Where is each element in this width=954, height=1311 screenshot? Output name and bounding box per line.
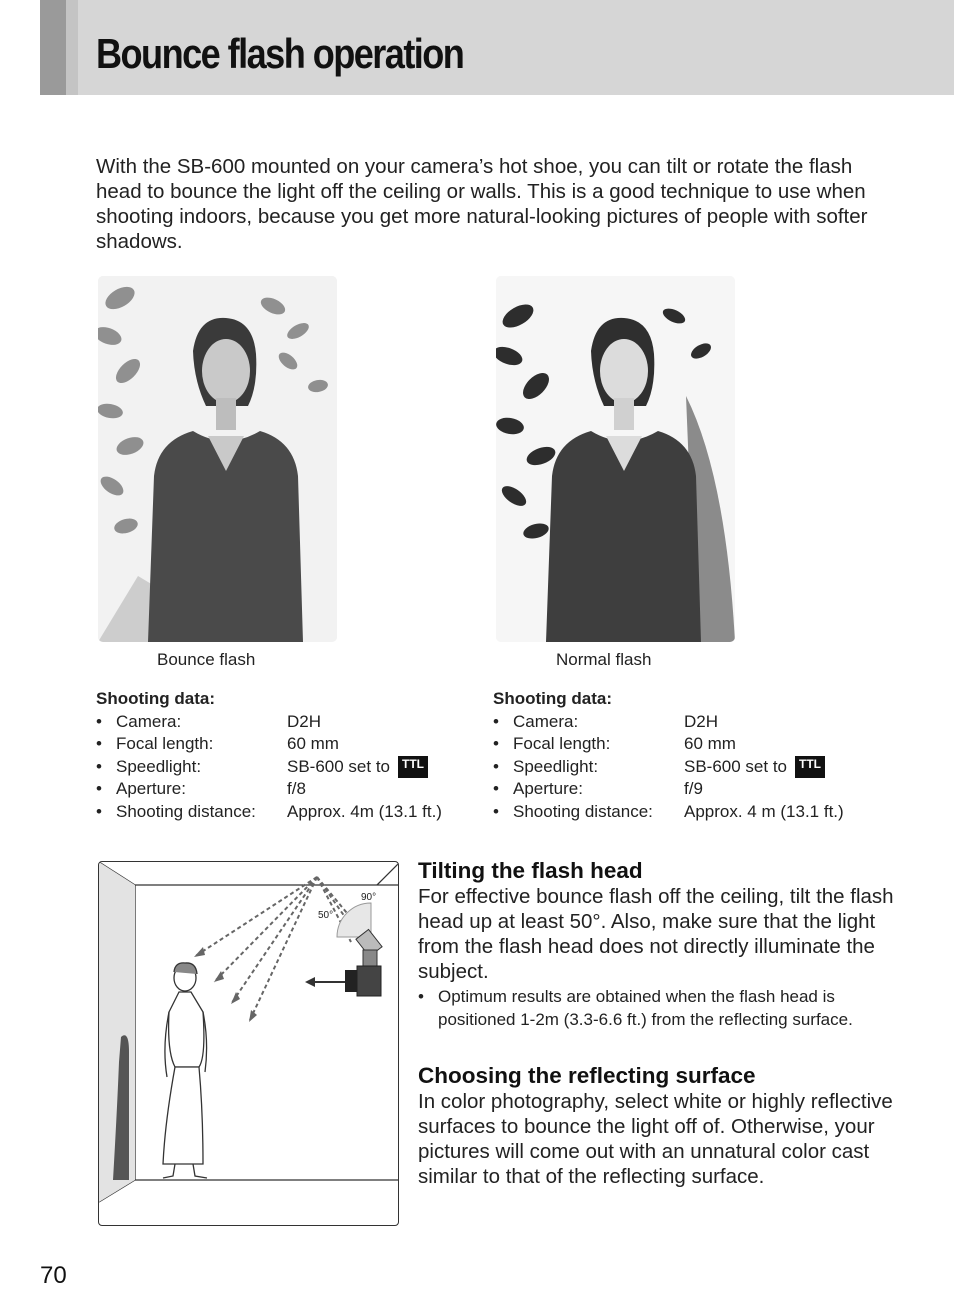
angle-low-label: 50° <box>318 910 334 921</box>
shooting-data-heading: Shooting data: <box>96 689 215 708</box>
data-label: Aperture: <box>116 779 186 799</box>
page-title: Bounce flash operation <box>96 30 464 77</box>
data-value: 60 mm <box>684 734 736 754</box>
data-value: SB-600 set to <box>287 756 391 776</box>
list-item: • Speedlight: SB-600 set to TTL <box>96 756 442 779</box>
angle-high-label: 90° <box>361 892 377 903</box>
bounce-shooting-data <box>96 688 442 824</box>
ray-arrowheads <box>194 947 257 1022</box>
data-label: Camera: <box>116 711 182 731</box>
reflecting-section <box>418 1062 908 1189</box>
ttl-badge: TTL <box>398 756 428 779</box>
list-item: • Focal length: 60 mm <box>96 733 442 756</box>
shooting-data-heading: Shooting data: <box>493 689 612 708</box>
normal-flash-photo <box>496 276 735 642</box>
data-label: Aperture: <box>513 779 583 799</box>
list-item: • Aperture: f/9 <box>493 778 844 801</box>
reflecting-heading: Choosing the reflecting surface <box>418 1063 756 1088</box>
bounce-light-rays <box>194 877 371 1022</box>
tilting-note-text: Optimum results are obtained when the flash head is positioned 1-2m (3.3-6.6 ft.) from the reflecting surface. <box>438 987 853 1029</box>
data-value: f/8 <box>287 779 306 799</box>
reflecting-body: In color photography, select white or highly reflective surfaces to bounce the light off of. Otherwise, your pictures will come out with an unnatural color cast similar to that of the reflecting surface. <box>418 1090 893 1188</box>
page-number: 70 <box>40 1262 67 1289</box>
ttl-badge: TTL <box>795 756 825 779</box>
list-item: • Camera: D2H <box>96 711 442 734</box>
tilting-section <box>418 857 908 1031</box>
shooting-data-list <box>493 711 844 824</box>
data-label: Speedlight: <box>116 756 202 776</box>
shooting-data-list <box>96 711 442 824</box>
tilting-body: For effective bounce flash off the ceiling, tilt the flash head up at least 50°. Also, make sure that the light from the flash head does not directly illuminate the subject. <box>418 885 894 983</box>
bounce-flash-diagram <box>98 861 399 1226</box>
data-value: Approx. 4 m (13.1 ft.) <box>684 801 844 821</box>
data-label: Speedlight: <box>513 756 599 776</box>
data-label: Camera: <box>513 711 579 731</box>
data-value: D2H <box>684 711 719 731</box>
list-item: • Focal length: 60 mm <box>493 733 844 756</box>
normal-flash-caption: Normal flash <box>556 650 652 669</box>
data-label: Focal length: <box>116 734 214 754</box>
bounce-flash-photo <box>98 276 337 642</box>
list-item: • Aperture: f/8 <box>96 778 442 801</box>
data-label: Shooting distance: <box>116 801 256 821</box>
data-value: D2H <box>287 711 322 731</box>
list-item: • Shooting distance: Approx. 4 m (13.1 ft.) <box>493 801 844 824</box>
data-label: Shooting distance: <box>513 801 653 821</box>
room-edge-top-right <box>377 862 399 885</box>
intro-paragraph: With the SB-600 mounted on your camera’s hot shoe, you can tilt or rotate the flash head to bounce the light off the ceiling or walls. This is a good technique to use when shooting indoors, because you get more natural-looking pictures of people with softer shadows. <box>96 155 868 253</box>
tilting-heading: Tilting the flash head <box>418 858 643 883</box>
tilting-note <box>418 986 908 1031</box>
list-item: • Speedlight: SB-600 set to TTL <box>493 756 844 779</box>
subject-figure <box>163 963 207 1178</box>
header-edge-accent-light <box>66 0 78 95</box>
data-value: 60 mm <box>287 734 339 754</box>
data-value: f/9 <box>684 779 703 799</box>
list-item: • Camera: D2H <box>493 711 844 734</box>
direction-arrow-icon <box>305 977 315 987</box>
list-item: • Shooting distance: Approx. 4m (13.1 ft.) <box>96 801 442 824</box>
data-label: Focal length: <box>513 734 611 754</box>
data-value: Approx. 4m (13.1 ft.) <box>287 801 442 821</box>
note-bullet: • <box>418 987 424 1006</box>
bounce-flash-caption: Bounce flash <box>157 650 256 669</box>
normal-shooting-data <box>493 688 844 824</box>
data-value: SB-600 set to <box>684 756 788 776</box>
